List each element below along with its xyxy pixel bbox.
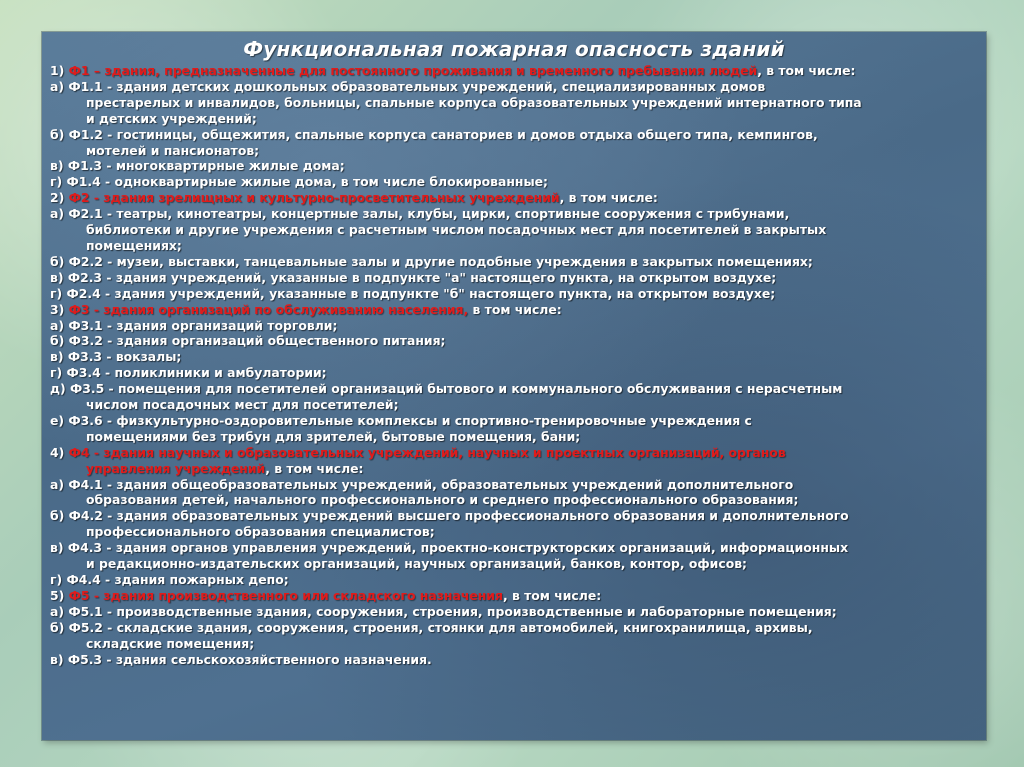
- line-text: г) Ф4.4 - здания пожарных депо;: [50, 572, 289, 587]
- line-text: 1): [50, 63, 69, 78]
- line-text: а) Ф1.1 - здания детских дошкольных образовательных учреждений, специализированных домов: [50, 78, 766, 94]
- list-line: [50, 127, 978, 143]
- list-line: [50, 111, 978, 127]
- list-line: [50, 429, 978, 445]
- line-text: а) Ф5.1 - производственные здания, сооружения, строения, производственные и лабораторные помещения;: [50, 603, 837, 619]
- line-text: 5): [50, 587, 69, 603]
- list-line: [50, 413, 978, 429]
- line-text: б) Ф1.2 - гостиницы, общежития, спальные корпуса санаториев и домов отдыха общего типа, кемпингов,: [50, 126, 818, 142]
- list-line: [50, 588, 978, 604]
- list-line: [50, 238, 978, 254]
- line-text: г) Ф2.4 - здания учреждений, указанные в подпункте "б" настоящего пункта, на открытом воздухе;: [50, 285, 776, 301]
- line-text: числом посадочных мест для посетителей;: [86, 397, 399, 413]
- list-line: [50, 318, 978, 334]
- line-text: г) Ф3.4 - поликлиники и амбулатории;: [50, 365, 327, 381]
- list-line: [50, 636, 978, 652]
- line-text: а) Ф4.1 - здания общеобразовательных учреждений, образовательных учреждений дополнительного: [50, 476, 794, 492]
- list-line: [50, 302, 978, 318]
- list-line: [50, 620, 978, 636]
- line-text: библиотеки и другие учреждения с расчетным числом посадочных мест для посетителей в закрытых: [86, 222, 827, 238]
- class-heading-highlight: Ф2 - здания зрелищных и культурно-просветительных учреждений: [68, 190, 560, 206]
- list-line: [50, 349, 978, 365]
- line-tail: , в том числе:: [265, 460, 364, 476]
- line-text: в) Ф3.3 - вокзалы;: [50, 349, 182, 365]
- class-heading-highlight: Ф3 - здания организаций по обслуживанию населения,: [68, 301, 469, 317]
- list-line: [50, 397, 978, 413]
- list-line: [50, 174, 978, 190]
- line-text: и редакционно-издательских организаций, научных организаций, банков, контор, офисов;: [86, 556, 748, 572]
- list-line: [50, 556, 978, 572]
- list-line: [50, 492, 978, 508]
- line-text: а) Ф2.1 - театры, кинотеатры, концертные залы, клубы, цирки, спортивные сооружения с трибунами,: [50, 206, 790, 222]
- line-text: б) Ф3.2 - здания организаций общественного питания;: [50, 333, 446, 349]
- list-line: [50, 445, 978, 461]
- line-text: в) Ф5.3 - здания сельскохозяйственного назначения.: [50, 651, 432, 667]
- line-text: д) Ф3.5 - помещения для посетителей организаций бытового и коммунального обслуживания с нерасчетным: [50, 381, 843, 397]
- class-heading-highlight: управления учреждений: [86, 460, 266, 476]
- line-text: е) Ф3.6 - физкультурно-оздоровительные комплексы и спортивно-тренировочные учреждения с: [50, 412, 752, 428]
- list-line: [50, 254, 978, 270]
- list-line: [50, 206, 978, 222]
- line-text: 4): [50, 444, 69, 460]
- list-line: [50, 333, 978, 349]
- list-line: [50, 381, 978, 397]
- line-text: 2): [50, 190, 69, 206]
- class-heading-highlight: Ф4 - здания научных и образовательных учреждений, научных и проектных организаций, органов: [68, 444, 786, 460]
- line-tail: , в том числе:: [559, 190, 658, 206]
- list-line: [50, 604, 978, 620]
- list-line: [50, 524, 978, 540]
- list-line: [50, 508, 978, 524]
- line-text: г) Ф1.4 - одноквартирные жилые дома, в том числе блокированные;: [50, 174, 549, 190]
- line-text: профессионального образования специалистов;: [86, 524, 435, 540]
- list-line: [50, 540, 978, 556]
- slide-panel: [42, 32, 986, 740]
- line-text: б) Ф4.2 - здания образовательных учреждений высшего профессионального образования и дополнительного: [50, 508, 849, 524]
- list-line: [50, 286, 978, 302]
- line-tail: в том числе:: [468, 301, 562, 317]
- list-line: [50, 365, 978, 381]
- line-text: помещениях;: [86, 237, 182, 253]
- class-heading-highlight: Ф1 – здания, предназначенные для постоянного проживания и временного пребывания людей: [68, 63, 758, 78]
- line-text: в) Ф1.3 - многоквартирные жилые дома;: [50, 158, 345, 174]
- line-text: помещениями без трибун для зрителей, бытовые помещения, бани;: [86, 428, 581, 444]
- list-line: [50, 652, 978, 668]
- list-line: [50, 461, 978, 477]
- line-tail: , в том числе:: [502, 587, 602, 603]
- line-text: и детских учреждений;: [86, 110, 257, 126]
- list-line: [50, 79, 978, 95]
- line-text: в) Ф4.3 - здания органов управления учреждений, проектно-конструкторских организаций, информационных: [50, 540, 849, 556]
- line-tail: , в том числе:: [757, 63, 856, 78]
- line-text: в) Ф2.3 - здания учреждений, указанные в подпункте "а" настоящего пункта, на открытом воздухе;: [50, 269, 777, 285]
- line-text: образования детей, начального профессионального и среднего профессионального образования;: [86, 492, 799, 508]
- list-line: [50, 63, 978, 79]
- list-line: [50, 270, 978, 286]
- list-line: [50, 572, 978, 588]
- line-text: б) Ф5.2 - складские здания, сооружения, строения, стоянки для автомобилей, книгохранилища, архивы,: [50, 619, 813, 635]
- line-text: мотелей и пансионатов;: [86, 142, 260, 158]
- line-text: престарелых и инвалидов, больницы, спальные корпуса образовательных учреждений интернатного типа: [86, 94, 862, 110]
- line-text: б) Ф2.2 - музеи, выставки, танцевальные залы и другие подобные учреждения в закрытых помещениях;: [50, 253, 813, 269]
- list-line: [50, 190, 978, 206]
- line-text: а) Ф3.1 - здания организаций торговли;: [50, 317, 338, 333]
- slide-title: Функциональная пожарная опасность зданий: [243, 37, 785, 61]
- line-text: складские помещения;: [86, 635, 255, 651]
- list-line: [50, 143, 978, 159]
- list-line: [50, 477, 978, 493]
- list-line: [50, 222, 978, 238]
- list-line: [50, 158, 978, 174]
- classification-list: [50, 63, 978, 667]
- list-line: [50, 95, 978, 111]
- line-text: 3): [50, 301, 69, 317]
- class-heading-highlight: Ф5 - здания производственного или складского назначения: [68, 587, 503, 603]
